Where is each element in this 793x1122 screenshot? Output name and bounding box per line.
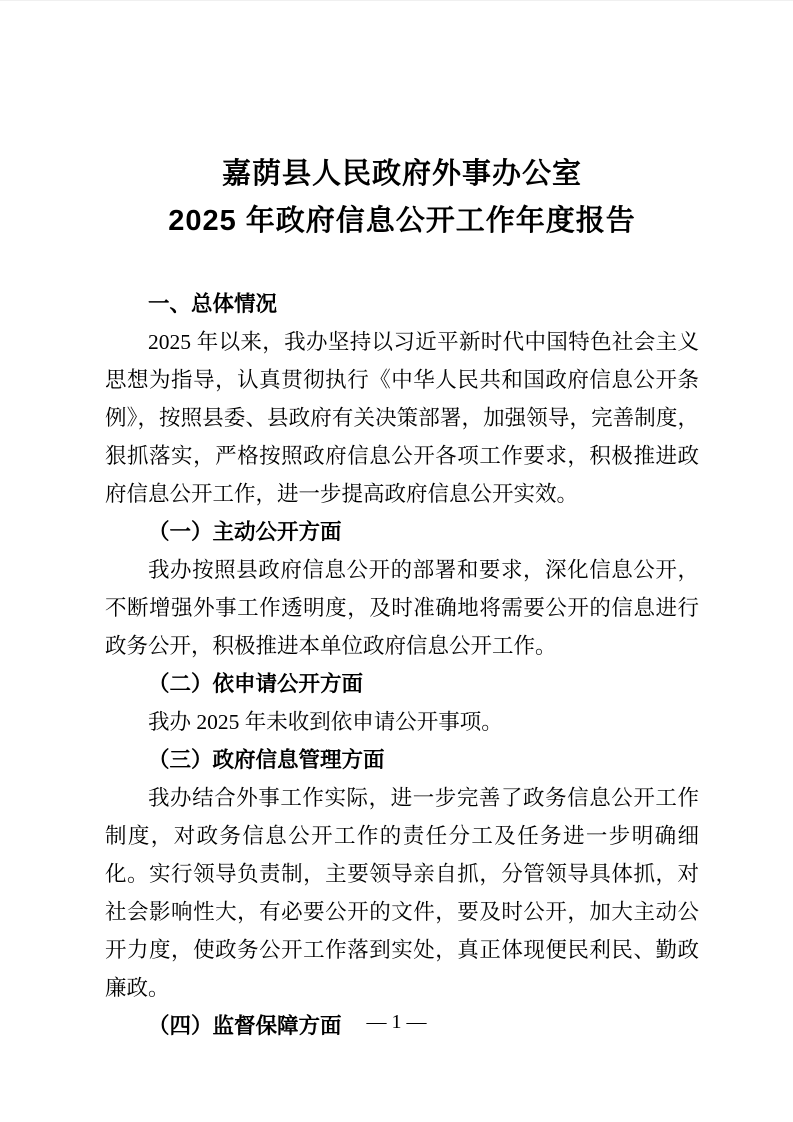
subsection-heading-proactive-disclosure: （一）主动公开方面 bbox=[148, 520, 342, 544]
paragraph-overall-situation: 2025 年以来，我办坚持以习近平新时代中国特色社会主义思想为指导，认真贯彻执行《中华人民共和国政府信息公开条例》，按照县委、县政府有关决策部署，加强领导，完善制度，狠抓落实，严格按照政府信息公开各项工作要求，积极推进政府信息公开工作，进一步提高政府信息公开实效。 bbox=[105, 330, 699, 506]
document-title-line1: 嘉荫县人民政府外事办公室 bbox=[221, 158, 582, 190]
subsection-heading-supervision-guarantee: （四）监督保障方面 bbox=[148, 1014, 342, 1038]
document-body bbox=[105, 285, 699, 1045]
document-title-line2: 2025 年政府信息公开工作年度报告 bbox=[168, 205, 636, 237]
subsection-heading-disclosure-upon-request: （二）依申请公开方面 bbox=[148, 672, 364, 696]
paragraph-information-management: 我办结合外事工作实际，进一步完善了政务信息公开工作制度，对政务信息公开工作的责任分工及任务进一步明确细化。实行领导负责制，主要领导亲自抓，分管领导具体抓，对社会影响性大，有必要公开的文件，要及时公开，加大主动公开力度，使政务公开工作落到实处，真正体现便民利民、勤政廉政。 bbox=[105, 786, 699, 1000]
paragraph-disclosure-upon-request: 我办 2025 年未收到依申请公开事项。 bbox=[148, 710, 503, 734]
document-header bbox=[105, 151, 699, 245]
page-number: — 1 — bbox=[366, 1011, 427, 1033]
section-heading-overall-situation: 一、总体情况 bbox=[148, 292, 278, 316]
paragraph-proactive-disclosure: 我办按照县政府信息公开的部署和要求，深化信息公开，不断增强外事工作透明度，及时准确地将需要公开的信息进行政务公开，积极推进本单位政府信息公开工作。 bbox=[105, 558, 699, 658]
subsection-heading-information-management: （三）政府信息管理方面 bbox=[148, 748, 385, 772]
